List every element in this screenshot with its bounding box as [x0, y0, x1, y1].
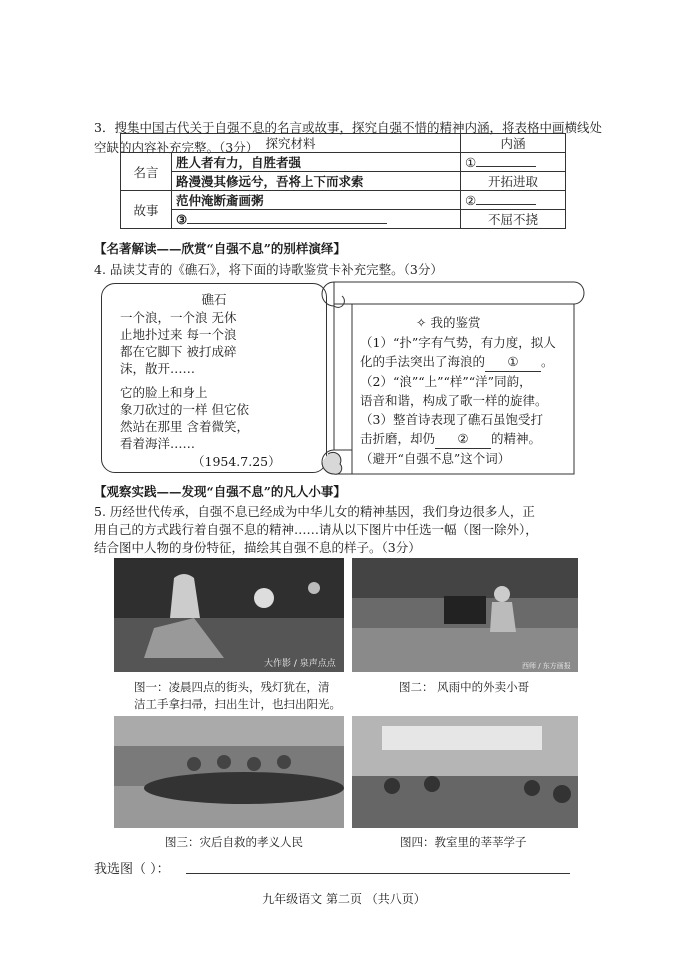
- appreciation-title: ✧ 我的鉴赏: [416, 315, 481, 330]
- table-header-material: 探究材料: [121, 134, 461, 153]
- material-r4: ③: [172, 210, 461, 229]
- card-line: 语音和谐，构成了歌一样的旋律。: [360, 393, 548, 408]
- poem-line: 沫，散开……: [120, 361, 196, 376]
- meaning-r1: ①: [461, 153, 566, 172]
- card-line: 化的手法突出了海浪的 ① 。: [360, 352, 556, 372]
- material-table: [120, 133, 566, 229]
- group-story: 故事: [121, 191, 172, 229]
- photo-cleaner: [114, 558, 344, 672]
- poem-date: （1954.7.25）: [192, 454, 281, 469]
- photo-rescue: [114, 716, 344, 828]
- poem-line: 一个浪，一个浪 无休: [120, 310, 237, 325]
- material-r1: 胜人者有力，自胜者强: [172, 153, 461, 172]
- section-heading-1: 【名著解读——欣赏“自强不息”的别样演绎】: [94, 241, 346, 256]
- material-r2: 路漫漫其修远兮，吾将上下而求索: [172, 172, 461, 191]
- poem-line: 象刀砍过的一样 但它依: [120, 402, 249, 417]
- q5-text: 5. 历经世代传承，自强不息已经成为中华儿女的精神基因，我们身边很多人，正 用自己的方式践行着自强不息的精神……请从以下图片中任选一幅（图一除外）， 结合图中人物的身份特征，描绘其自强不息的样子。（3分）: [94, 504, 538, 555]
- appreciation-body: [360, 333, 556, 468]
- answer-label: 我选图（ ）：: [94, 862, 170, 877]
- caption-2: 图二： 风雨中的外卖小哥: [399, 680, 530, 694]
- card-line: （避开“自强不息”这个词）: [360, 451, 511, 466]
- photo-classroom: [352, 716, 578, 828]
- q4-text: 4. 品读艾青的《礁石》，将下面的诗歌鉴赏卡补充完整。（3分）: [94, 262, 443, 277]
- photo-watermark: 大作影 / 泉声点点: [264, 659, 336, 669]
- caption-1: 图一：凌晨四点的街头，残灯犹在，清 洁工手拿扫帚，扫出生计，也扫出阳光。: [134, 680, 341, 711]
- card-line: 击折磨，却仍 ② 的精神。: [360, 429, 556, 449]
- section-heading-2: 【观察实践——发现“自强不息”的凡人小事】: [94, 484, 346, 499]
- poem-line: 看着海洋……: [120, 436, 196, 451]
- group-quote: 名言: [121, 153, 172, 191]
- meaning-r3: ②: [461, 191, 566, 210]
- card-line: （3）整首诗表现了礁石虽饱受打: [360, 412, 543, 427]
- poem-line: 它的脸上和身上: [120, 385, 208, 400]
- caption-4: 图四：教室里的莘莘学子: [400, 835, 527, 849]
- meaning-r2: 开拓进取: [461, 172, 566, 191]
- q3-text: 3．搜集中国古代关于自强不息的名言或故事，探究自强不惜的精神内涵，将表格中画横线处空缺的内容补充完整。（3分）: [94, 120, 602, 155]
- photo-watermark: 西师 / 东方画报: [522, 662, 571, 670]
- poem-card: [101, 283, 327, 473]
- poem-line: 都在它脚下 被打成碎: [120, 344, 237, 359]
- card-line: （1）“扑”字有气势，有力度，拟人: [360, 335, 556, 350]
- caption-3: 图三：灾后自救的孝义人民: [165, 835, 303, 849]
- answer-line[interactable]: [186, 873, 570, 874]
- page-footer: 九年级语文 第二页 （共八页）: [262, 892, 426, 906]
- photo-delivery: [352, 558, 578, 672]
- poem-title: 礁石: [201, 292, 227, 307]
- poem-line: 然站在那里 含着微笑，: [120, 419, 249, 434]
- material-r3: 范仲淹断齑画粥: [172, 191, 461, 210]
- poem-line: 止地扑过来 每一个浪: [120, 327, 237, 342]
- meaning-r4: 不屈不挠: [461, 210, 566, 229]
- card-line: （2）“浪”“上”“样”“洋”同韵，: [360, 374, 532, 389]
- table-header-meaning: 内涵: [461, 134, 566, 153]
